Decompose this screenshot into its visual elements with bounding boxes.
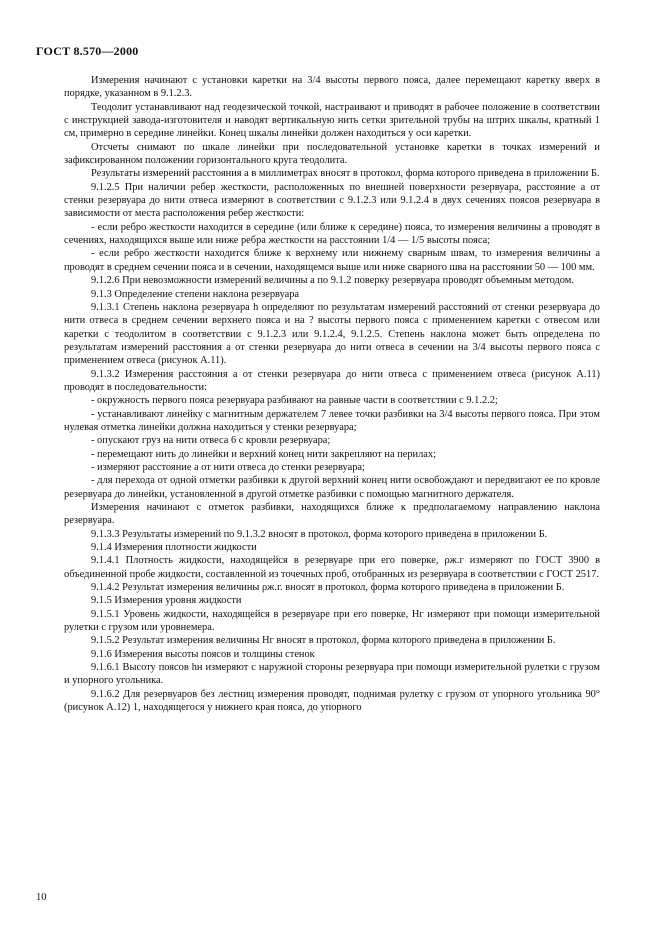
section-heading: 9.1.5 Измерения уровня жидкости [91, 595, 242, 607]
document-body [64, 74, 600, 715]
section-heading: 9.1.4 Измерения плотности жидкости [91, 542, 257, 554]
paragraph: - если ребро жесткости находится в середине (или ближе к середине) пояса, то измерения величины а проводят в сечениях, находящихся выше или ниже ребра жесткости на расстоянии 1/4 — 1/5 высоты пояса; [64, 221, 600, 247]
paragraph: Теодолит устанавливают над геодезической точкой, настраивают и приводят в рабочее положение в соответствии с инструкцией завода-изготовителя и наводят вертикальную нить сетки зрительной трубы на штрих шкалы, кратный 1 см, примерно в середине линейки. Конец шкалы линейки должен находиться у оси каретки. [64, 101, 600, 140]
paragraph: 9.1.4.2 Результат измерения величины ρж.г. вносят в протокол, форма которого приведена в приложении Б. [91, 582, 565, 594]
paragraph: 9.1.2.6 При невозможности измерений величины а по 9.1.2 поверку резервуара проводят объемным методом. [91, 275, 574, 287]
paragraph: Измерения начинают с установки каретки на 3/4 высоты первого пояса, далее перемещают каретку вверх в порядке, указанном в 9.1.2.3. [64, 75, 600, 100]
paragraph: 9.1.3.2 Измерения расстояния а от стенки резервуара до нити отвеса с применением отвеса (рисунок А.11) проводят в последовательности: [64, 368, 600, 393]
section-heading: 9.1.6 Измерения высоты поясов и толщины стенок [91, 648, 315, 660]
paragraph: - если ребро жесткости находится ближе к верхнему или нижнему сварным швам, то измерения величины а проводят в среднем сечении пояса и в сечении, находящемся выше или ниже сварного шва на расстоянии 50 — 100 мм. [64, 248, 600, 273]
paragraph: - опускают груз на нити отвеса 6 с кровли резервуара; [91, 435, 331, 447]
paragraph: 9.1.2.5 При наличии ребер жесткости, расположенных по внешней поверхности резервуара, расстояние а от стенки резервуара до нити отвеса измеряют в соответствии с 9.1.2.3 или 9.1.2.4 в двух сечениях поясов резервуара в зависимости от места расположения ребер жесткости: [64, 181, 600, 220]
paragraph: - перемещают нить до линейки и верхний конец нити закрепляют на перилах; [91, 448, 436, 460]
paragraph: 9.1.4.1 Плотность жидкости, находящейся в резервуаре при его поверке, ρж.г измеряют по ГОСТ 3900 в объединенной пробе жидкости, составленной из точечных проб, отобранных из резервуара в соответствии с ГОСТ 2517. [64, 555, 600, 580]
paragraph: Отсчеты снимают по шкале линейки при последовательной установке каретки в точках измерений и зафиксированном положении горизонтального круга теодолита. [64, 141, 600, 167]
paragraph: Результаты измерений расстояния а в миллиметрах вносят в протокол, форма которого приведена в приложении Б. [91, 168, 600, 180]
paragraph: 9.1.3.3 Результаты измерений по 9.1.3.2 вносят в протокол, форма которого приведена в приложении Б. [91, 528, 548, 540]
paragraph: - окружность первого пояса резервуара разбивают на равные части в соответствии с 9.1.2.2; [91, 395, 498, 407]
page-number: 10 [36, 892, 47, 903]
paragraph: 9.1.6.2 Для резервуаров без лестниц измерения проводят, поднимая рулетку с грузом от упорного угольника 90° (рисунок А.12) 1, находящегося у нижнего края пояса, до упорного [64, 688, 600, 714]
paragraph: 9.1.5.2 Результат измерения величины Нг вносят в протокол, форма которого приведена в приложении Б. [91, 635, 556, 647]
paragraph: - измеряют расстояние а от нити отвеса до стенки резервуара; [91, 461, 365, 473]
paragraph: - устанавливают линейку с магнитным держателем 7 левее точки разбивки на 3/4 высоты первого пояса. При этом нулевая отметка линейки должна находиться у стенки резервуара; [64, 408, 600, 433]
section-heading: 9.1.3 Определение степени наклона резервуара [91, 288, 300, 300]
page-header: ГОСТ 8.570—2000 [36, 44, 139, 58]
paragraph: Измерения начинают с отметок разбивки, находящихся ближе к предполагаемому направлению наклона резервуара. [64, 502, 600, 527]
paragraph: - для перехода от одной отметки разбивки к другой верхний конец нити освобождают и передвигают ее по кровле резервуара до линейки, установленной в другой отметке разбивки с помощью магнитного держателя. [64, 475, 600, 500]
paragraph: 9.1.6.1 Высоту поясов hн измеряют с наружной стороны резервуара при помощи измерительной рулетки с грузом и упорного угольника. [64, 662, 600, 687]
paragraph: 9.1.5.1 Уровень жидкости, находящейся в резервуаре при его поверке, Нг измеряют при помощи измерительной рулетки с грузом или уровнемера. [64, 608, 600, 634]
paragraph: 9.1.3.1 Степень наклона резервуара h определяют по результатам измерений расстояний от стенки резервуара до нити отвеса в среднем сечении верхнего пояса и на ? высоты первого пояса с применением каретки с отвесом или каретки с теодолитом в соответствии с 9.1.2.3 или 9.1.2.4, 9.1.2.5. Степень наклона может быть определена по результатам измерений расстояния а от стенки резервуара до нити отвеса в сечении на 3/4 высоты первого пояса с применением отвеса (рисунок А.11). [64, 301, 600, 367]
